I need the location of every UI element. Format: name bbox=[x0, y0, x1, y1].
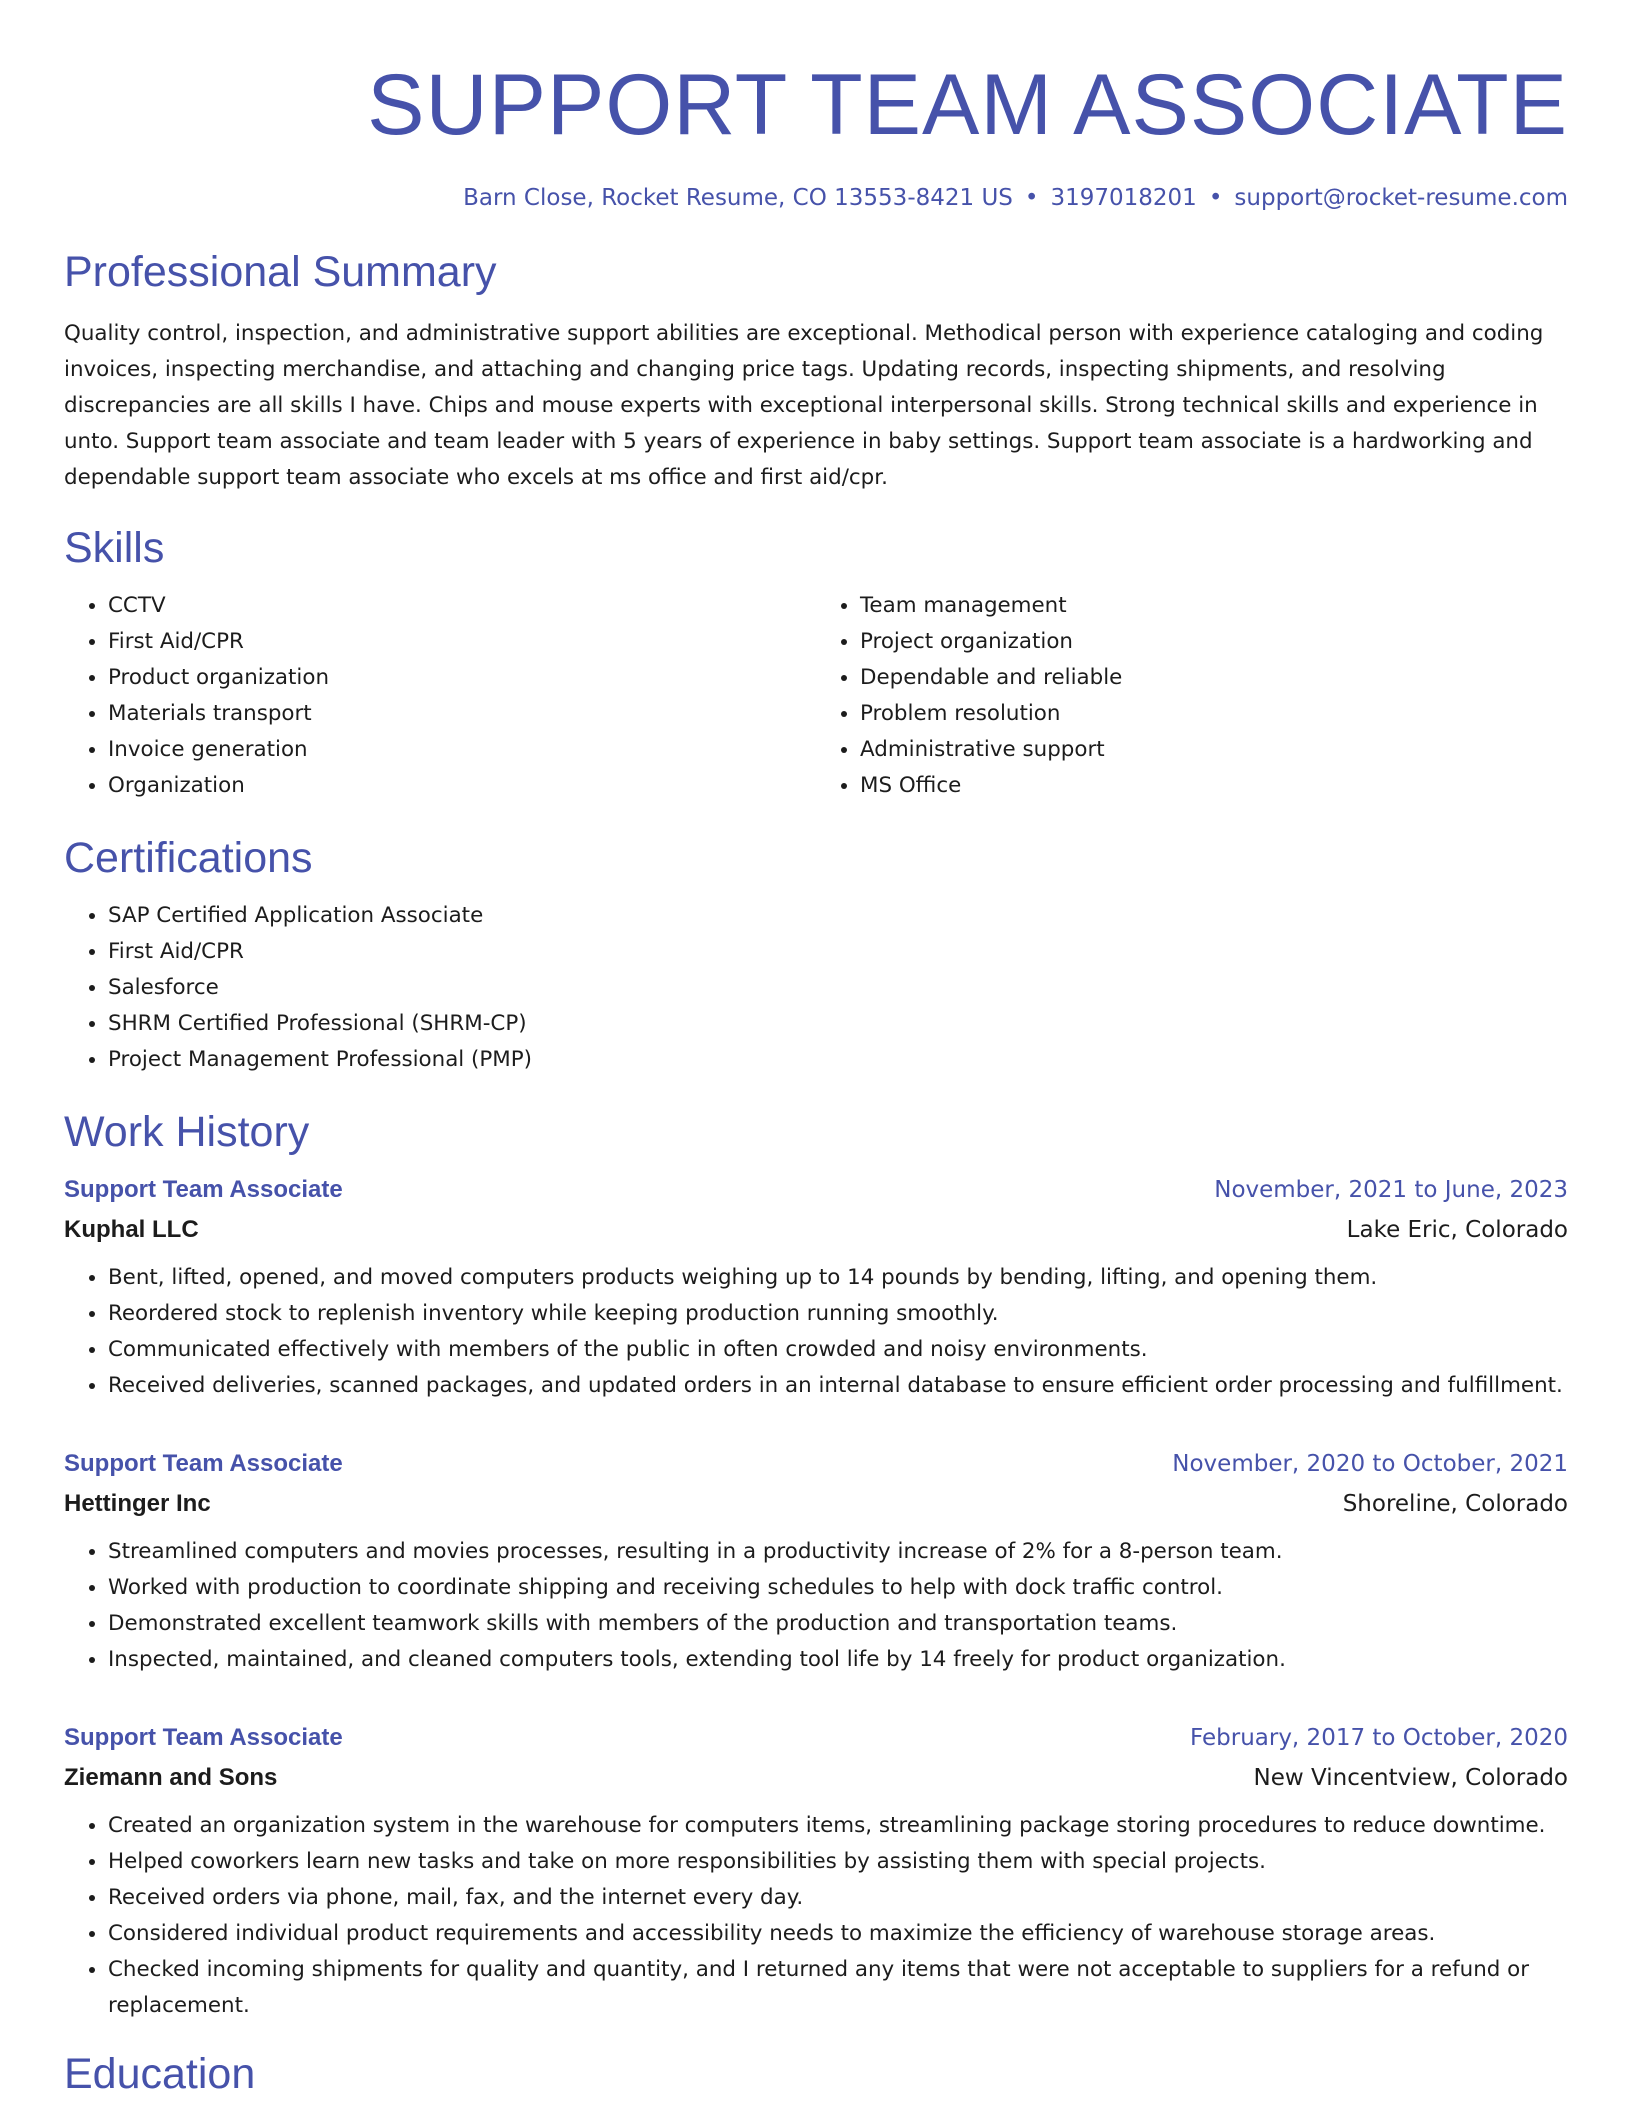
job-bullet: • Received deliveries, scanned packages, and updated orders in an internal database to ensure efficient order processing and fulfillment. bbox=[108, 1368, 1568, 1404]
resume-page bbox=[64, 0, 1568, 2102]
job-bullet: • Communicated effectively with members of the public in often crowded and noisy environments. bbox=[108, 1332, 1568, 1368]
certification-item: • SAP Certified Application Associate bbox=[108, 898, 1568, 934]
job-location: Shoreline, Colorado bbox=[1342, 1491, 1568, 1517]
certification-item: • Project Management Professional (PMP) bbox=[108, 1042, 1568, 1078]
skills-heading: Skills bbox=[64, 524, 165, 572]
job-company-row bbox=[64, 1484, 1568, 1524]
skill-item: • Team management bbox=[860, 588, 1568, 624]
job-entry bbox=[64, 1444, 1568, 1678]
skills-columns bbox=[64, 588, 1568, 804]
job-bullets bbox=[64, 1808, 1568, 2024]
job-title: Support Team Associate bbox=[64, 1450, 343, 1477]
resume-title: SUPPORT TEAM ASSOCIATE bbox=[367, 57, 1568, 153]
job-bullet: • Bent, lifted, opened, and moved computers products weighing up to 14 pounds by bending, lifting, and opening them. bbox=[108, 1260, 1568, 1296]
job-bullet: • Demonstrated excellent teamwork skills with members of the production and transportation teams. bbox=[108, 1606, 1568, 1642]
job-company-row bbox=[64, 1758, 1568, 1798]
job-location: New Vincentview, Colorado bbox=[1253, 1765, 1568, 1791]
job-bullet: • Created an organization system in the warehouse for computers items, streamlining package storing procedures to reduce downtime. bbox=[108, 1808, 1568, 1844]
job-company: Kuphal LLC bbox=[64, 1216, 199, 1243]
certifications-list bbox=[64, 898, 1568, 1078]
education-heading: Education bbox=[64, 2050, 256, 2098]
skill-item: • First Aid/CPR bbox=[108, 624, 816, 660]
job-entry bbox=[64, 1170, 1568, 1404]
skill-item: • CCTV bbox=[108, 588, 816, 624]
certification-item: • First Aid/CPR bbox=[108, 934, 1568, 970]
job-dates: November, 2021 to June, 2023 bbox=[1214, 1177, 1568, 1203]
summary-heading: Professional Summary bbox=[64, 248, 497, 296]
contact-separator: • bbox=[1208, 185, 1223, 211]
job-title: Support Team Associate bbox=[64, 1176, 343, 1203]
summary-text: Quality control, inspection, and administrative support abilities are exceptional. Methodical person with experience cataloging and coding invoices, inspecting merchandise, and attaching and changing price tags. Updating records, inspecting shipments, and resolving discrepancies are all skills I have. Chips and mouse experts with exceptional interpersonal skills. Strong technical skills and experience in unto. Support team associate and team leader with 5 years of experience in baby settings. Support team associate is a hardworking and dependable support team associate who excels at ms office and first aid/cpr. bbox=[64, 321, 1544, 490]
job-bullet: • Helped coworkers learn new tasks and take on more responsibilities by assisting them with special projects. bbox=[108, 1844, 1568, 1880]
job-bullet: • Checked incoming shipments for quality and quantity, and I returned any items that were not acceptable to suppliers for a refund or replacement. bbox=[108, 1952, 1568, 2024]
job-bullet: • Inspected, maintained, and cleaned computers tools, extending tool life by 14 freely for product organization. bbox=[108, 1642, 1568, 1678]
skill-item: • Administrative support bbox=[860, 732, 1568, 768]
job-company: Ziemann and Sons bbox=[64, 1764, 278, 1791]
skill-item: • Dependable and reliable bbox=[860, 660, 1568, 696]
work-history-heading: Work History bbox=[64, 1108, 310, 1156]
job-dates: February, 2017 to October, 2020 bbox=[1190, 1725, 1568, 1751]
skill-item: • Invoice generation bbox=[108, 732, 816, 768]
job-entry bbox=[64, 1718, 1568, 2024]
contact-separator: • bbox=[1024, 185, 1039, 211]
job-company: Hettinger Inc bbox=[64, 1490, 211, 1517]
skill-item: • Problem resolution bbox=[860, 696, 1568, 732]
skill-item: • Product organization bbox=[108, 660, 816, 696]
job-bullets bbox=[64, 1534, 1568, 1678]
job-title-row bbox=[64, 1170, 1568, 1210]
job-bullet: • Received orders via phone, mail, fax, and the internet every day. bbox=[108, 1880, 1568, 1916]
job-company-row bbox=[64, 1210, 1568, 1250]
contact-email: support@rocket-resume.com bbox=[1234, 185, 1568, 211]
job-dates: November, 2020 to October, 2021 bbox=[1172, 1451, 1568, 1477]
contact-address: Barn Close, Rocket Resume, CO 13553-8421 US bbox=[463, 185, 1013, 211]
job-bullet: • Reordered stock to replenish inventory while keeping production running smoothly. bbox=[108, 1296, 1568, 1332]
contact-phone: 3197018201 bbox=[1050, 185, 1197, 211]
contact-line bbox=[64, 182, 1568, 214]
job-bullet: • Streamlined computers and movies processes, resulting in a productivity increase of 2% for a 8-person team. bbox=[108, 1534, 1568, 1570]
certification-item: • Salesforce bbox=[108, 970, 1568, 1006]
skill-item: • Project organization bbox=[860, 624, 1568, 660]
job-title-row bbox=[64, 1718, 1568, 1758]
skills-list-right bbox=[816, 588, 1568, 804]
job-bullet: • Worked with production to coordinate shipping and receiving schedules to help with dock traffic control. bbox=[108, 1570, 1568, 1606]
job-bullets bbox=[64, 1260, 1568, 1404]
job-title-row bbox=[64, 1444, 1568, 1484]
certification-item: • SHRM Certified Professional (SHRM-CP) bbox=[108, 1006, 1568, 1042]
job-location: Lake Eric, Colorado bbox=[1346, 1217, 1568, 1243]
skill-item: • MS Office bbox=[860, 768, 1568, 804]
skills-list-left bbox=[64, 588, 816, 804]
skill-item: • Organization bbox=[108, 768, 816, 804]
job-bullet: • Considered individual product requirements and accessibility needs to maximize the efficiency of warehouse storage areas. bbox=[108, 1916, 1568, 1952]
skill-item: • Materials transport bbox=[108, 696, 816, 732]
certifications-heading: Certifications bbox=[64, 834, 313, 882]
job-title: Support Team Associate bbox=[64, 1724, 343, 1751]
